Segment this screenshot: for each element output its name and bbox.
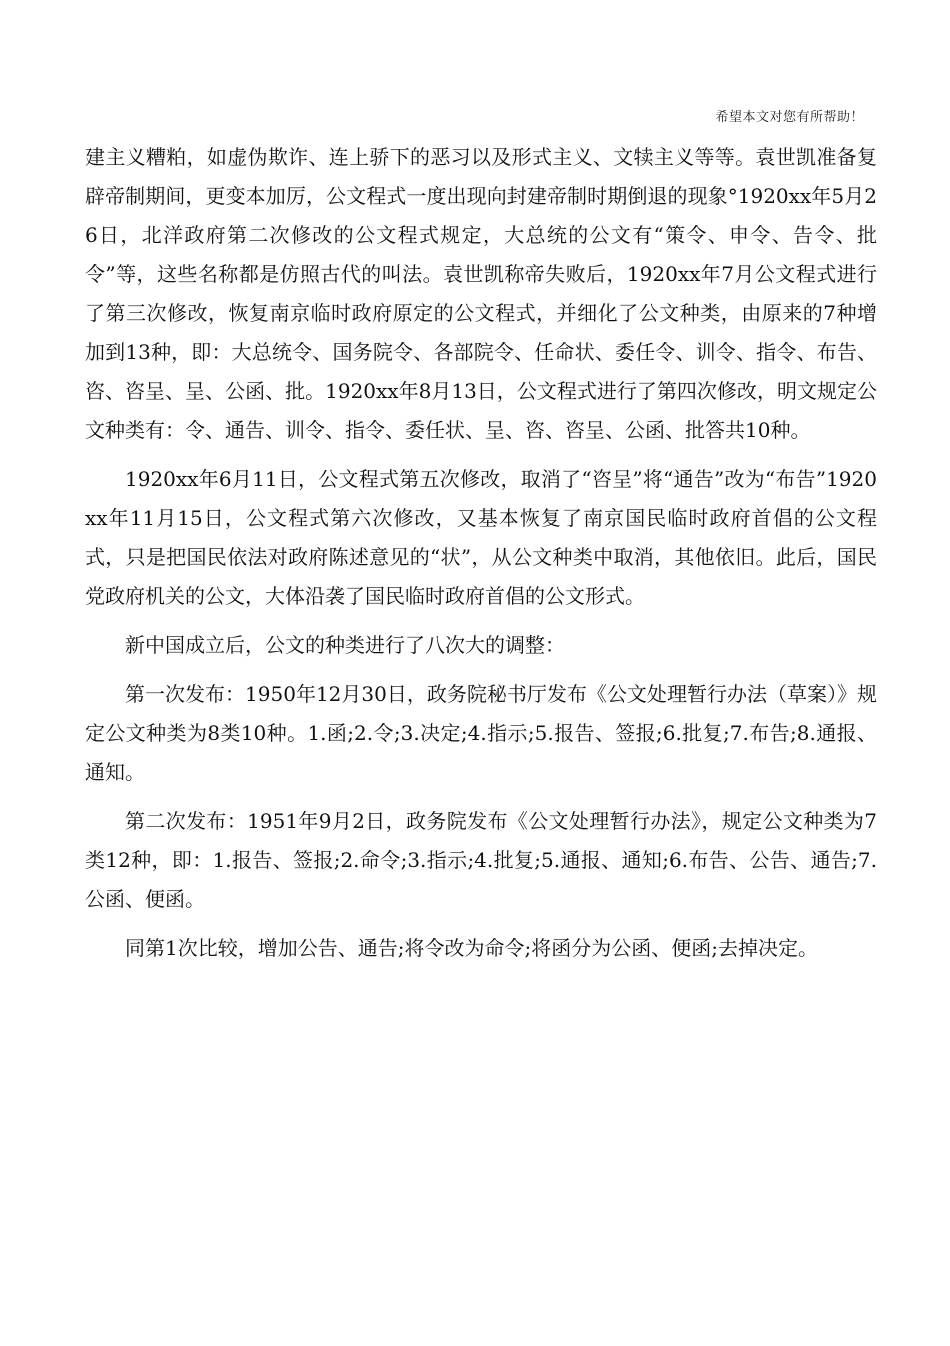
paragraph-1: 建主义糟粕，如虚伪欺诈、连上骄下的恶习以及形式主义、文犊主义等等。袁世凯准备复辟帝制期间，更变本加厉，公文程式一度出现向封建帝制时期倒退的现象°1920xx年5月26日，北洋政府第二次修改的公文程式规定，大总统的公文有“策令、申令、告令、批令”等，这些名称都是仿照古代的叫法。袁世凯称帝失败后，1920xx年7月公文程式进行了第三次修改，恢复南京临时政府原定的公文程式，并细化了公文种类，由原来的7种增加到13种，即：大总统令、国务院令、各部院令、任命状、委任令、训令、指令、布告、咨、咨呈、呈、公函、批。1920xx年8月13日，公文程式进行了第四次修改，明文规定公文种类有：令、通告、训令、指令、委任状、呈、咨、咨呈、公函、批答共10种。 [85, 145, 877, 442]
header-note: 希望本文对您有所帮助！ [715, 110, 864, 125]
document-body [85, 138, 877, 978]
paragraph-2: 1920xx年6月11日，公文程式第五次修改，取消了“咨呈”将“通告”改为“布告”1920xx年11月15日，公文程式第六次修改，又基本恢复了南京国民临时政府首倡的公文程式，只是把国民依法对政府陈述意见的“状”，从公文种类中取消，其他依旧。此后，国民党政府机关的公文，大体沿袭了国民临时政府首倡的公文形式。 [85, 467, 877, 608]
paragraph-5: 第二次发布：1951年9月2日，政务院发布《公文处理暂行办法》，规定公文种类为7类12种，即：1.报告、签报;2.命令;3.指示;4.批复;5.通报、通知;6.布告、公告、通告;7.公函、便函。 [85, 809, 877, 911]
paragraph-3: 新中国成立后，公文的种类进行了八次大的调整： [125, 633, 565, 657]
paragraph-4: 第一次发布：1950年12月30日，政务院秘书厅发布《公文处理暂行办法（草案）》规定公文种类为8类10种。1.函;2.令;3.决定;4.指示;5.报告、签报;6.批复;7.布告;8.通报、通知。 [85, 682, 877, 784]
paragraph-6: 同第1次比较，增加公告、通告;将令改为命令;将函分为公函、便函;去掉决定。 [125, 936, 818, 960]
